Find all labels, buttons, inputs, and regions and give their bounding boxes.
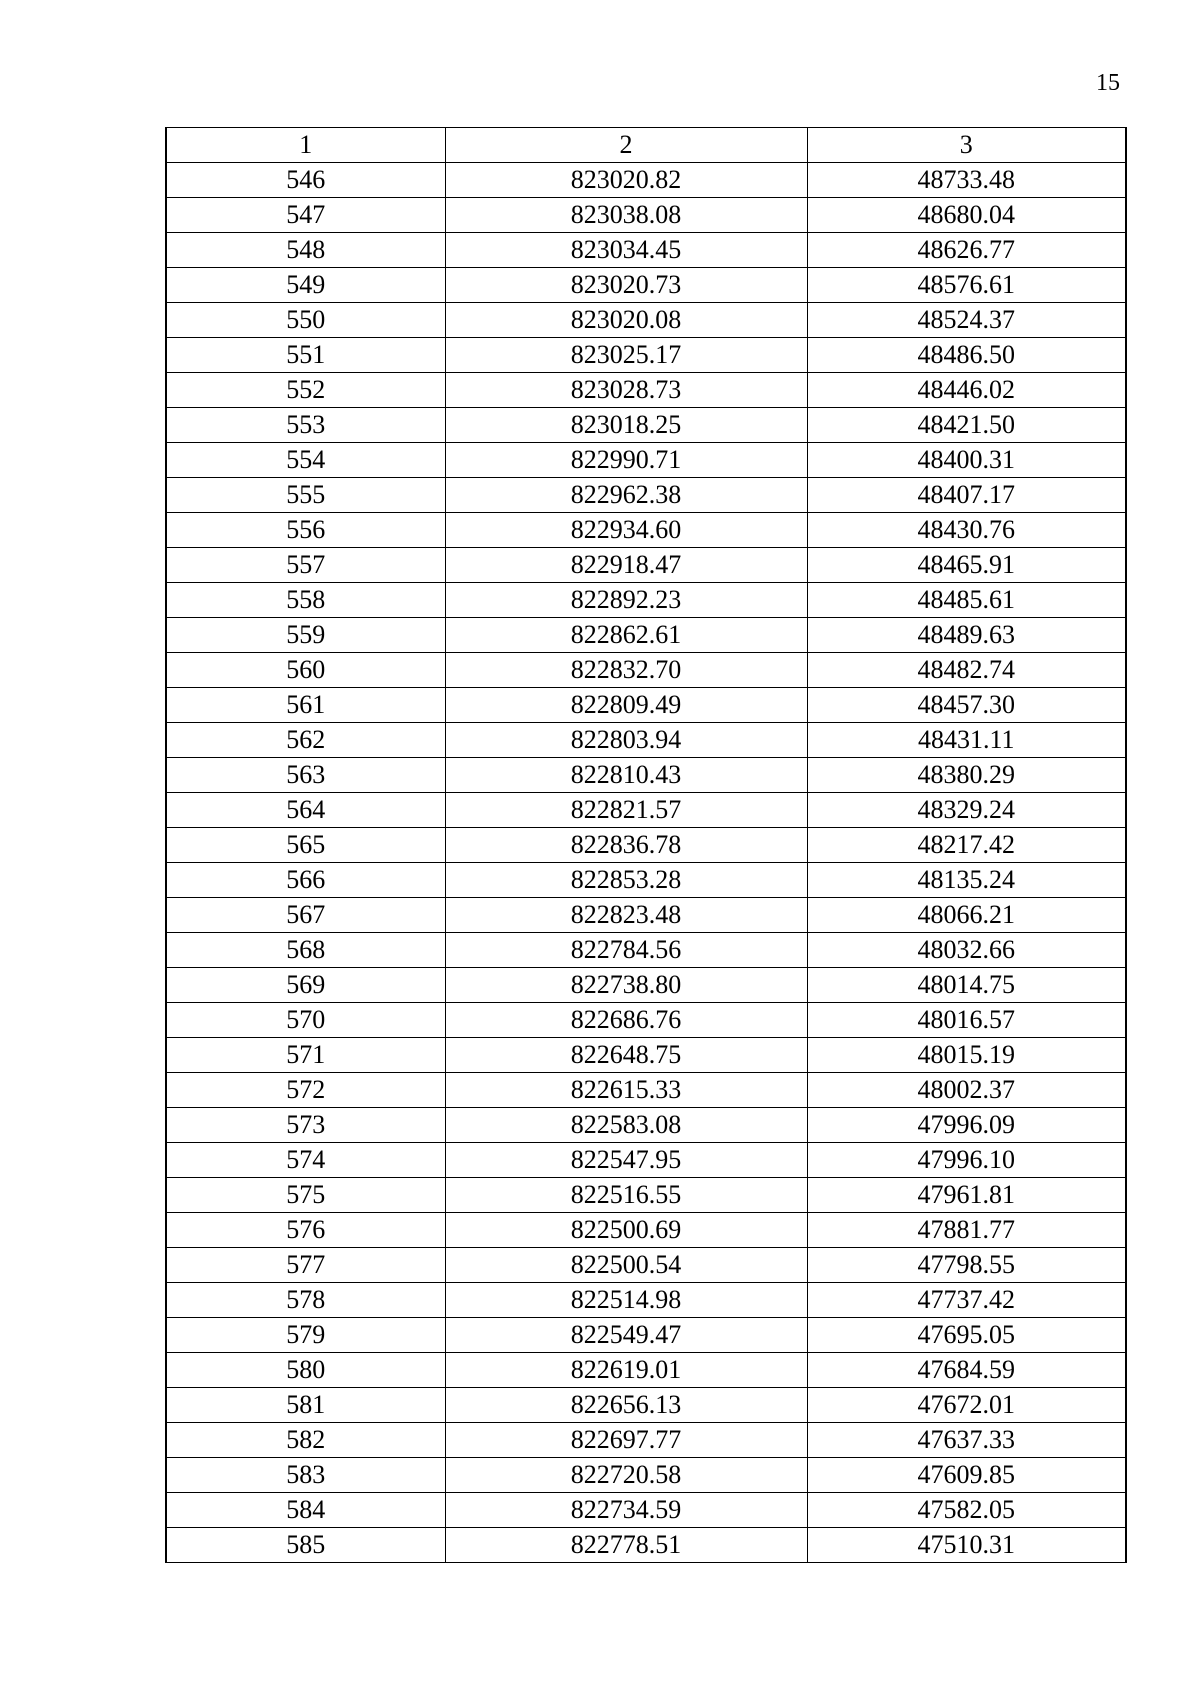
table-cell: 546 (166, 163, 445, 198)
table-cell: 48135.24 (807, 863, 1126, 898)
table-cell: 823020.73 (445, 268, 807, 303)
table-cell: 822810.43 (445, 758, 807, 793)
table-cell: 822892.23 (445, 583, 807, 618)
table-cell: 822778.51 (445, 1528, 807, 1563)
table-row (166, 1248, 1126, 1283)
table-cell: 48485.61 (807, 583, 1126, 618)
table-row (166, 1108, 1126, 1143)
table-cell: 556 (166, 513, 445, 548)
table-row (166, 303, 1126, 338)
table-cell: 822862.61 (445, 618, 807, 653)
table-cell: 575 (166, 1178, 445, 1213)
table-cell: 583 (166, 1458, 445, 1493)
table-cell: 48457.30 (807, 688, 1126, 723)
table-cell: 580 (166, 1353, 445, 1388)
table-row (166, 933, 1126, 968)
table-cell: 823028.73 (445, 373, 807, 408)
table-cell: 823034.45 (445, 233, 807, 268)
table-cell: 555 (166, 478, 445, 513)
table-cell: 822656.13 (445, 1388, 807, 1423)
table-cell: 47609.85 (807, 1458, 1126, 1493)
table-row (166, 1493, 1126, 1528)
table-cell: 577 (166, 1248, 445, 1283)
table-cell: 48430.76 (807, 513, 1126, 548)
table-cell: 48002.37 (807, 1073, 1126, 1108)
table-cell: 823038.08 (445, 198, 807, 233)
table-cell: 822934.60 (445, 513, 807, 548)
table-cell: 822549.47 (445, 1318, 807, 1353)
column-header: 2 (445, 128, 807, 163)
page-number: 15 (1096, 70, 1120, 96)
table-row (166, 688, 1126, 723)
table-cell: 822918.47 (445, 548, 807, 583)
table-cell: 584 (166, 1493, 445, 1528)
table-cell: 567 (166, 898, 445, 933)
table-row (166, 338, 1126, 373)
table-cell: 48380.29 (807, 758, 1126, 793)
table-cell: 48015.19 (807, 1038, 1126, 1073)
table-cell: 566 (166, 863, 445, 898)
table-cell: 48016.57 (807, 1003, 1126, 1038)
table-cell: 822990.71 (445, 443, 807, 478)
table-cell: 560 (166, 653, 445, 688)
table-row (166, 1143, 1126, 1178)
table-cell: 47510.31 (807, 1528, 1126, 1563)
table-cell: 568 (166, 933, 445, 968)
table-cell: 822514.98 (445, 1283, 807, 1318)
table-cell: 572 (166, 1073, 445, 1108)
table-body (166, 128, 1126, 1563)
table-cell: 822500.69 (445, 1213, 807, 1248)
table-cell: 559 (166, 618, 445, 653)
table-row (166, 968, 1126, 1003)
table-cell: 554 (166, 443, 445, 478)
table-cell: 48431.11 (807, 723, 1126, 758)
table-cell: 822500.54 (445, 1248, 807, 1283)
table-cell: 573 (166, 1108, 445, 1143)
table-cell: 571 (166, 1038, 445, 1073)
table-row (166, 1213, 1126, 1248)
table-row (166, 233, 1126, 268)
table-row (166, 793, 1126, 828)
table-row (166, 1038, 1126, 1073)
table-cell: 48446.02 (807, 373, 1126, 408)
table-cell: 48524.37 (807, 303, 1126, 338)
table-row (166, 1003, 1126, 1038)
table-cell: 48400.31 (807, 443, 1126, 478)
table-row (166, 548, 1126, 583)
table-row (166, 163, 1126, 198)
table-cell: 823025.17 (445, 338, 807, 373)
table-row (166, 1458, 1126, 1493)
table-row (166, 1388, 1126, 1423)
table-cell: 822738.80 (445, 968, 807, 1003)
table-cell: 48217.42 (807, 828, 1126, 863)
table-row (166, 1073, 1126, 1108)
table-cell: 823020.82 (445, 163, 807, 198)
table-cell: 822832.70 (445, 653, 807, 688)
column-header: 3 (807, 128, 1126, 163)
table-cell: 822821.57 (445, 793, 807, 828)
table-cell: 549 (166, 268, 445, 303)
table-cell: 822853.28 (445, 863, 807, 898)
table-cell: 47996.09 (807, 1108, 1126, 1143)
table-cell: 47996.10 (807, 1143, 1126, 1178)
table-cell: 551 (166, 338, 445, 373)
table-cell: 47684.59 (807, 1353, 1126, 1388)
table-cell: 822615.33 (445, 1073, 807, 1108)
table-row (166, 1528, 1126, 1563)
table-cell: 822784.56 (445, 933, 807, 968)
table-cell: 47637.33 (807, 1423, 1126, 1458)
table-cell: 822720.58 (445, 1458, 807, 1493)
table-cell: 548 (166, 233, 445, 268)
table-cell: 582 (166, 1423, 445, 1458)
table-cell: 48421.50 (807, 408, 1126, 443)
table-cell: 48576.61 (807, 268, 1126, 303)
table-cell: 48329.24 (807, 793, 1126, 828)
table-cell: 48465.91 (807, 548, 1126, 583)
table-cell: 822809.49 (445, 688, 807, 723)
table-cell: 822803.94 (445, 723, 807, 758)
table-cell: 48486.50 (807, 338, 1126, 373)
table-cell: 822962.38 (445, 478, 807, 513)
table-cell: 822516.55 (445, 1178, 807, 1213)
table-cell: 48626.77 (807, 233, 1126, 268)
table-cell: 822583.08 (445, 1108, 807, 1143)
table-cell: 570 (166, 1003, 445, 1038)
table-cell: 822619.01 (445, 1353, 807, 1388)
table-row (166, 1318, 1126, 1353)
table-cell: 553 (166, 408, 445, 443)
table-cell: 822547.95 (445, 1143, 807, 1178)
table-cell: 47798.55 (807, 1248, 1126, 1283)
table-cell: 823018.25 (445, 408, 807, 443)
table-cell: 822697.77 (445, 1423, 807, 1458)
table-row (166, 1178, 1126, 1213)
table-row (166, 653, 1126, 688)
table-cell: 822648.75 (445, 1038, 807, 1073)
column-header: 1 (166, 128, 445, 163)
table-cell: 48407.17 (807, 478, 1126, 513)
table-cell: 822823.48 (445, 898, 807, 933)
table-cell: 47695.05 (807, 1318, 1126, 1353)
table-cell: 48032.66 (807, 933, 1126, 968)
table-row (166, 898, 1126, 933)
table-cell: 822734.59 (445, 1493, 807, 1528)
table-cell: 579 (166, 1318, 445, 1353)
table-cell: 48680.04 (807, 198, 1126, 233)
table-cell: 822686.76 (445, 1003, 807, 1038)
table-row (166, 583, 1126, 618)
table-row (166, 198, 1126, 233)
table-cell: 47672.01 (807, 1388, 1126, 1423)
table-cell: 558 (166, 583, 445, 618)
table-row (166, 478, 1126, 513)
table-cell: 48489.63 (807, 618, 1126, 653)
table-cell: 576 (166, 1213, 445, 1248)
table-cell: 47737.42 (807, 1283, 1126, 1318)
table-row (166, 863, 1126, 898)
table-cell: 581 (166, 1388, 445, 1423)
table-row (166, 408, 1126, 443)
table-cell: 563 (166, 758, 445, 793)
table-row (166, 723, 1126, 758)
table-cell: 547 (166, 198, 445, 233)
table-cell: 578 (166, 1283, 445, 1318)
table-cell: 48014.75 (807, 968, 1126, 1003)
table-cell: 47881.77 (807, 1213, 1126, 1248)
table-row (166, 758, 1126, 793)
header-row (166, 128, 1126, 163)
table-row (166, 373, 1126, 408)
table-cell: 565 (166, 828, 445, 863)
table-row (166, 1423, 1126, 1458)
table-row (166, 618, 1126, 653)
table-row (166, 828, 1126, 863)
table-cell: 823020.08 (445, 303, 807, 338)
table-row (166, 268, 1126, 303)
table-cell: 47961.81 (807, 1178, 1126, 1213)
table-cell: 557 (166, 548, 445, 583)
table-cell: 48482.74 (807, 653, 1126, 688)
table-cell: 47582.05 (807, 1493, 1126, 1528)
table-cell: 569 (166, 968, 445, 1003)
table-cell: 552 (166, 373, 445, 408)
table-cell: 562 (166, 723, 445, 758)
table-cell: 585 (166, 1528, 445, 1563)
table-cell: 574 (166, 1143, 445, 1178)
table-cell: 48733.48 (807, 163, 1126, 198)
table-cell: 561 (166, 688, 445, 723)
table-cell: 564 (166, 793, 445, 828)
coordinates-table (165, 127, 1127, 1563)
table-cell: 48066.21 (807, 898, 1126, 933)
table-cell: 822836.78 (445, 828, 807, 863)
table-cell: 550 (166, 303, 445, 338)
table-row (166, 443, 1126, 478)
table-row (166, 513, 1126, 548)
table-row (166, 1283, 1126, 1318)
table-row (166, 1353, 1126, 1388)
